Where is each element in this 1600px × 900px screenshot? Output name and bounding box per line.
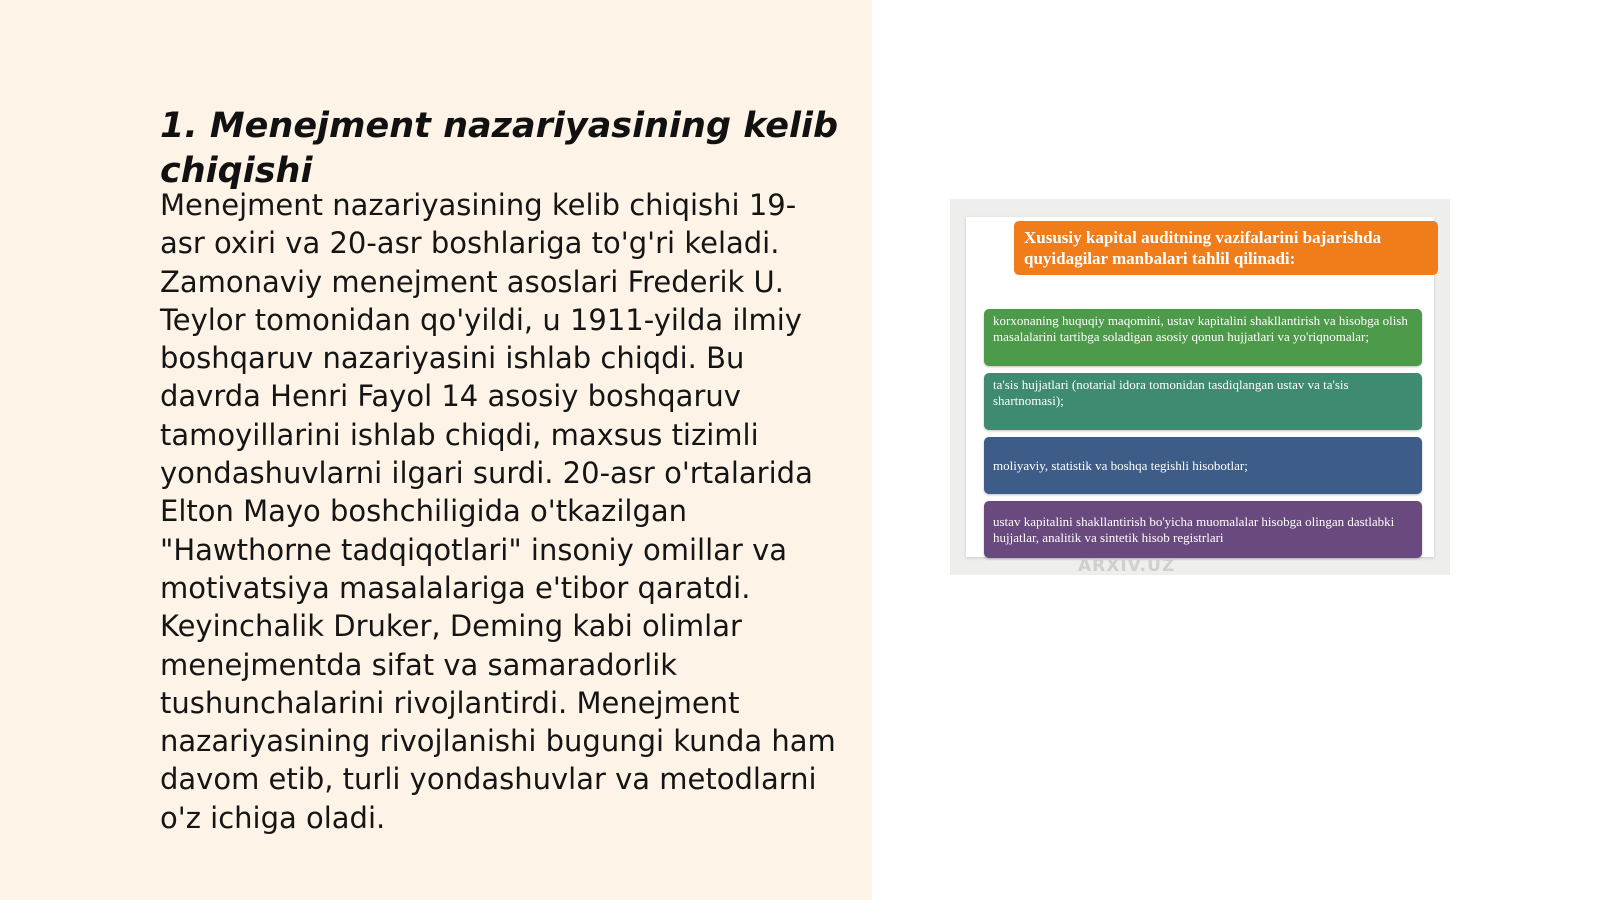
- figure-header: Xususiy kapital auditning vazifalarini bajarishda quyidagilar manbalari tahlil qilinadi:: [1014, 221, 1438, 275]
- figure-item-primary-documents: ustav kapitalini shakllantirish bo'yicha muomalalar hisobga olingan dastlabki hujjatlar, analitik va sintetik hisob registrlari: [984, 501, 1422, 558]
- figure-item-financial-reports: moliyaviy, statistik va boshqa tegishli hisobotlar;: [984, 437, 1422, 494]
- figure-item-legal-documents: korxonaning huquqiy maqomini, ustav kapitalini shakllantirish va hisobga olish masalalarini tartibga soladigan asosiy qonun hujjatlari va yo'riqnomalar;: [984, 309, 1422, 366]
- audit-sources-figure: [950, 199, 1450, 575]
- watermark: ARXIV.UZ: [1078, 556, 1176, 576]
- figure-card: [966, 217, 1434, 557]
- figure-item-founding-documents: ta'sis hujjatlari (notarial idora tomonidan tasdiqlangan ustav va ta'sis shartnomasi);: [984, 373, 1422, 430]
- slide-body-text: Menejment nazariyasining kelib chiqishi 19-asr oxiri va 20-asr boshlariga to'g'ri keladi. Zamonaviy menejment asoslari Frederik U. Teylor tomonidan qo'yildi, u 1911-yilda ilmiy boshqaruv nazariyasini ishlab chiqdi. Bu davrda Henri Fayol 14 asosiy boshqaruv tamoyillarini ishlab chiqdi, maxsus tizimli yondashuvlarni ilgari surdi. 20-asr o'rtalarida Elton Mayo boshchiligida o'tkazilgan "Hawthorne tadqiqotlari" insoniy omillar va motivatsiya masalalariga e'tibor qaratdi. Keyinchalik Druker, Deming kabi olimlar menejmentda sifat va samaradorlik tushunchalarini rivojlantirdi. Menejment nazariyasining rivojlanishi bugungi kunda ham davom etib, turli yondashuvlar va metodlarni o'z ichiga oladi.: [160, 188, 836, 835]
- slide-title: 1. Menejment nazariyasining kelib chiqishi: [160, 106, 839, 191]
